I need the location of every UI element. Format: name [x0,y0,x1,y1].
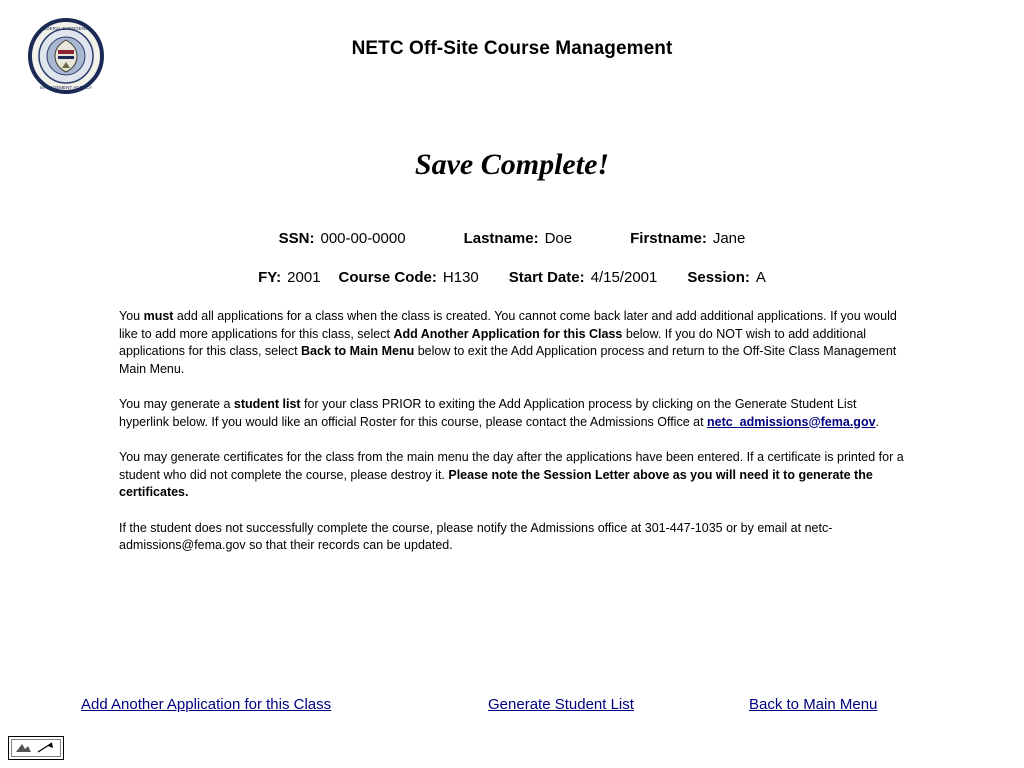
field-start-date-value: 4/15/2001 [590,269,658,286]
field-start-date [509,269,658,286]
field-course-code-label: Course Code: [338,269,437,286]
field-lastname [464,230,573,247]
field-firstname-label: Firstname: [630,230,707,247]
page-header [0,0,1024,100]
field-course-code [339,269,479,286]
field-lastname-value: Doe [544,230,573,247]
paragraph-applications [119,308,905,378]
svg-text:FEDERAL EMERGENCY: FEDERAL EMERGENCY [40,26,92,31]
instructions-content [119,308,905,555]
p2-bold-student-list: student list [233,397,301,411]
field-session-label: Session: [687,269,750,286]
link-add-another-application[interactable]: Add Another Application for this Class [81,696,332,713]
field-ssn-label: SSN: [278,230,315,247]
p1-text-a: You [119,309,144,323]
p1-bold-back-to-main: Back to Main Menu [301,344,415,358]
field-start-date-label: Start Date: [508,269,585,286]
paragraph-certificates [119,449,905,502]
svg-text:MANAGEMENT AGENCY: MANAGEMENT AGENCY [39,85,93,90]
p2-text-d: . [875,414,880,429]
field-firstname-value: Jane [712,230,746,247]
p3-bold-session-letter: Please note the Session Letter above as you will need it to generate the certificates. [119,467,873,499]
p1-text-d: below. If you do NOT wish to add additional applications for this class, select [119,326,867,358]
p3-text-a: You may generate certificates for the class from the main menu the day after the applications have been entered. If a certificate is printed for a student who did not complete the course, please destroy it. [119,450,904,482]
paragraph-student-list [119,396,905,431]
field-ssn [279,230,406,247]
field-firstname [630,230,745,247]
record-summary [0,230,1024,286]
p2-text-a: You may generate a [119,397,234,411]
link-generate-student-list[interactable]: Generate Student List [488,696,634,713]
p1-text-c: add all applications for a class when the class is created. You cannot come back later and add additional applications. If you would like to add more applications for this class, select [119,309,897,341]
paragraph-incomplete-notice [119,520,905,555]
field-fy [258,269,320,286]
app-title: NETC Off-Site Course Management [351,38,673,59]
field-session-value: A [755,269,766,286]
p1-bold-add-another: Add Another Application for this Class [393,326,623,341]
p4-text-a: If the student does not successfully complete the course, please notify the Admissions office at 301-447-1035 or by email at netc-admissions@fema.gov so that their records can be updated. [119,520,833,552]
field-session [687,269,766,286]
field-course-code-value: H130 [442,269,479,286]
admissions-email-link[interactable]: netc_admissions@fema.gov [707,414,876,429]
link-back-to-main-menu[interactable]: Back to Main Menu [749,696,878,713]
status-widget-icon [11,739,61,757]
page-title: Save Complete! [414,148,610,181]
field-fy-label: FY: [258,269,282,286]
p1-bold-must: must [143,309,174,323]
status-widget[interactable] [8,736,64,760]
record-row-2 [0,269,1024,286]
field-fy-value: 2001 [287,269,321,286]
bottom-links [0,696,1024,720]
p1-text-e: below to exit the Add Application process and return to the Off-Site Class Management Main Menu. [119,344,897,376]
record-row-1 [0,230,1024,247]
p2-text-c: for your class PRIOR to exiting the Add Application process by clicking on the Generate Student List hyperlink below. If you would like an official Roster for this course, please contact the Admissions Office at [119,397,857,429]
field-lastname-label: Lastname: [463,230,539,247]
field-ssn-value: 000-00-0000 [320,230,406,247]
